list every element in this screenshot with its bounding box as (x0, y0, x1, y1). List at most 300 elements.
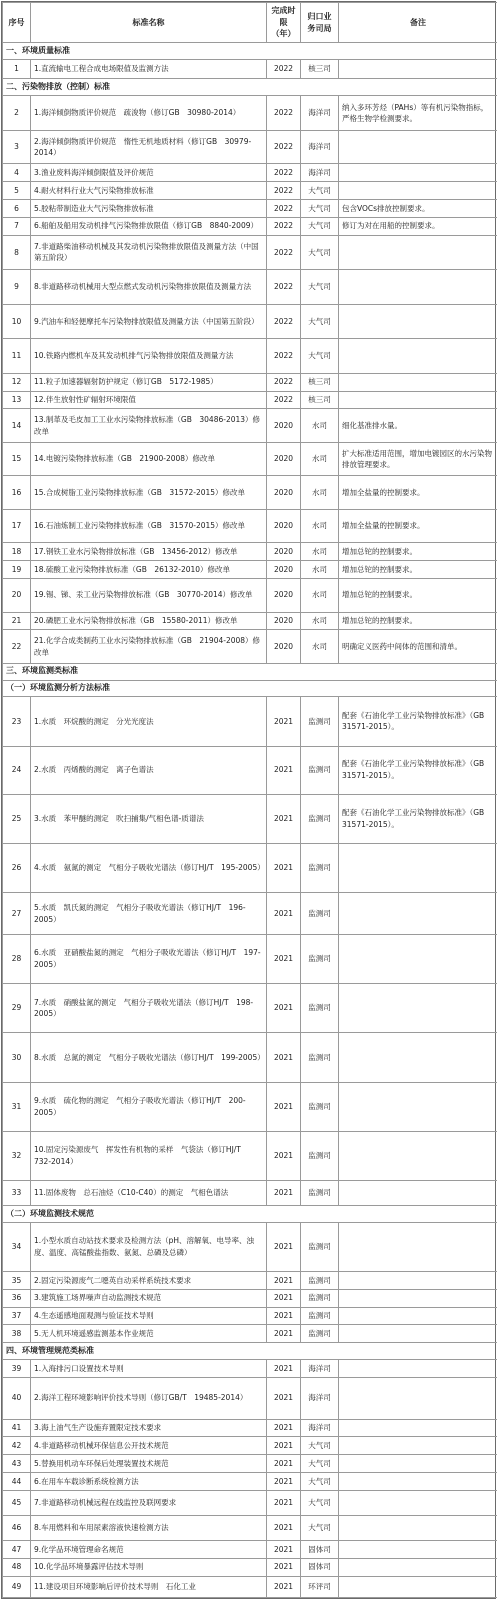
table-row (3, 509, 497, 543)
completion-year: 2022 (267, 373, 301, 391)
table-row (3, 1222, 497, 1271)
responsible-dept: 大气司 (301, 217, 339, 235)
row-note: 增加总铊的控制要求。 (339, 543, 497, 561)
completion-year: 2020 (267, 612, 301, 630)
table-row (3, 1272, 497, 1290)
completion-year: 2021 (267, 1180, 301, 1205)
row-note: 明确定义医药中间体的范围和清单。 (339, 630, 497, 664)
responsible-dept: 大气司 (301, 1515, 339, 1540)
section-row (3, 663, 497, 680)
responsible-dept: 水司 (301, 630, 339, 664)
section-title: 二、污染物排放（控制）标准 (3, 78, 497, 96)
completion-year: 2021 (267, 1576, 301, 1597)
header-note: 备注 (339, 3, 497, 43)
row-note (339, 1307, 497, 1325)
row-note (339, 59, 497, 78)
responsible-dept: 水司 (301, 543, 339, 561)
section-title: 三、环境监测类标准 (3, 663, 497, 680)
completion-year: 2021 (267, 1289, 301, 1307)
standard-name: 4.非道路移动机械环保信息公开技术规范 (31, 1437, 267, 1455)
responsible-dept: 大气司 (301, 304, 339, 339)
table-row (3, 893, 497, 935)
section-title: 一、环境质量标准 (3, 43, 497, 60)
row-note: 扩大标准适用范围，增加电镀园区的水污染物排放管理要求。 (339, 442, 497, 476)
completion-year: 2021 (267, 1437, 301, 1455)
section-row (3, 680, 497, 697)
row-note: 配套《石油化学工业污染物排放标准》（GB 31571-2015）。 (339, 794, 497, 843)
row-number: 35 (3, 1272, 31, 1290)
responsible-dept: 监测司 (301, 794, 339, 843)
standard-name: 10.固定污染源废气 挥发性有机物的采样 气袋法（修订HJ/T 732-2014） (31, 1131, 267, 1180)
row-note (339, 1419, 497, 1437)
completion-year: 2022 (267, 270, 301, 305)
table-row (3, 409, 497, 443)
completion-year: 2021 (267, 697, 301, 746)
row-note (339, 893, 497, 935)
responsible-dept: 海洋司 (301, 1377, 339, 1419)
responsible-dept: 固体司 (301, 1541, 339, 1559)
header-row (3, 3, 497, 43)
completion-year: 2022 (267, 391, 301, 409)
standards-table (2, 2, 497, 1598)
standard-name: 4.水质 氨氮的测定 气相分子吸收光谱法（修订HJ/T 195-2005） (31, 843, 267, 892)
row-number: 30 (3, 1033, 31, 1082)
row-number: 31 (3, 1082, 31, 1131)
header-no: 序号 (3, 3, 31, 43)
completion-year: 2022 (267, 130, 301, 164)
table-row (3, 843, 497, 892)
standard-name: 19.锡、锑、汞工业污染物排放标准（GB 30770-2014）修改单 (31, 579, 267, 613)
table-row (3, 217, 497, 235)
standard-name: 7.水质 硝酸盐氮的测定 气相分子吸收光谱法（修订HJ/T 198-2005） (31, 984, 267, 1033)
completion-year: 2022 (267, 182, 301, 200)
responsible-dept: 核三司 (301, 59, 339, 78)
responsible-dept: 水司 (301, 612, 339, 630)
row-note (339, 1272, 497, 1290)
table-row (3, 1082, 497, 1131)
row-number: 3 (3, 130, 31, 164)
table-row (3, 96, 497, 131)
table-row (3, 1359, 497, 1377)
completion-year: 2021 (267, 1541, 301, 1559)
responsible-dept: 大气司 (301, 1437, 339, 1455)
row-note (339, 1473, 497, 1491)
standard-name: 11.固体废物 总石油烃（C10-C40）的测定 气相色谱法 (31, 1180, 267, 1205)
responsible-dept: 监测司 (301, 1082, 339, 1131)
table-row (3, 1437, 497, 1455)
standard-name: 6.水质 亚硝酸盐氮的测定 气相分子吸收光谱法（修订HJ/T 197-2005） (31, 934, 267, 983)
responsible-dept: 水司 (301, 579, 339, 613)
completion-year: 2021 (267, 1325, 301, 1343)
table-row (3, 1033, 497, 1082)
responsible-dept: 监测司 (301, 746, 339, 794)
row-number: 7 (3, 217, 31, 235)
row-number: 43 (3, 1455, 31, 1473)
row-number: 44 (3, 1473, 31, 1491)
standard-name: 11.建设项目环境影响后评价技术导则 石化工业 (31, 1576, 267, 1597)
row-number: 9 (3, 270, 31, 305)
completion-year: 2021 (267, 1419, 301, 1437)
row-note (339, 1576, 497, 1597)
standard-name: 1.直流输电工程合成电场限值及监测方法 (31, 59, 267, 78)
row-note (339, 304, 497, 339)
standard-name: 3.渔业废料海洋倾倒限值及评价规范 (31, 164, 267, 182)
row-number: 49 (3, 1576, 31, 1597)
responsible-dept: 大气司 (301, 235, 339, 270)
responsible-dept: 核三司 (301, 391, 339, 409)
standard-name: 2.固定污染源废气二噁英自动采样系统技术要求 (31, 1272, 267, 1290)
table-row (3, 391, 497, 409)
row-note (339, 391, 497, 409)
row-note: 纳入多环芳烃（PAHs）等有机污染物指标，严格生物学检测要求。 (339, 96, 497, 131)
row-note (339, 1437, 497, 1455)
responsible-dept: 大气司 (301, 339, 339, 374)
table-row (3, 182, 497, 200)
row-note: 增加总铊的控制要求。 (339, 579, 497, 613)
row-number: 6 (3, 200, 31, 218)
row-number: 47 (3, 1541, 31, 1559)
table-row (3, 697, 497, 746)
table-row (3, 1289, 497, 1307)
responsible-dept: 海洋司 (301, 1419, 339, 1437)
responsible-dept: 监测司 (301, 1222, 339, 1271)
row-number: 4 (3, 164, 31, 182)
row-note (339, 1180, 497, 1205)
table-row (3, 1180, 497, 1205)
row-number: 16 (3, 476, 31, 510)
row-number: 40 (3, 1377, 31, 1419)
section-row (3, 1343, 497, 1360)
row-note (339, 164, 497, 182)
completion-year: 2021 (267, 1307, 301, 1325)
row-note (339, 1082, 497, 1131)
responsible-dept: 大气司 (301, 182, 339, 200)
standard-name: 7.非道路柴油移动机械及其发动机污染物排放限值及测量方法（中国第五阶段） (31, 235, 267, 270)
completion-year: 2020 (267, 543, 301, 561)
table-row (3, 561, 497, 579)
responsible-dept: 大气司 (301, 270, 339, 305)
table-row (3, 1325, 497, 1343)
table-row (3, 1419, 497, 1437)
completion-year: 2021 (267, 893, 301, 935)
row-number: 12 (3, 373, 31, 391)
standard-name: 2.海洋工程环境影响评价技术导则（修订GB/T 19485-2014） (31, 1377, 267, 1419)
section-row (3, 78, 497, 96)
row-number: 19 (3, 561, 31, 579)
standard-name: 21.化学合成类制药工业水污染物排放标准（GB 21904-2008）修改单 (31, 630, 267, 664)
table-row (3, 130, 497, 164)
row-note: 增加全盐量的控制要求。 (339, 476, 497, 510)
row-number: 37 (3, 1307, 31, 1325)
row-note: 增加总铊的控制要求。 (339, 561, 497, 579)
row-note (339, 843, 497, 892)
row-note (339, 182, 497, 200)
completion-year: 2020 (267, 442, 301, 476)
row-note (339, 934, 497, 983)
row-number: 17 (3, 509, 31, 543)
completion-year: 2021 (267, 1359, 301, 1377)
standard-name: 5.胶粘带制造业大气污染物排放标准 (31, 200, 267, 218)
responsible-dept: 监测司 (301, 1325, 339, 1343)
responsible-dept: 监测司 (301, 843, 339, 892)
table-row (3, 612, 497, 630)
responsible-dept: 水司 (301, 476, 339, 510)
completion-year: 2021 (267, 1377, 301, 1419)
completion-year: 2021 (267, 1473, 301, 1491)
row-number: 22 (3, 630, 31, 664)
responsible-dept: 监测司 (301, 697, 339, 746)
standard-name: 6.船舶及船用发动机排气污染物排放限值（修订GB 8840-2009） (31, 217, 267, 235)
table-row (3, 1473, 497, 1491)
standard-name: 7.非道路移动机械远程在线监控及联网要求 (31, 1490, 267, 1515)
standard-name: 18.硫酸工业污染物排放标准（GB 26132-2010）修改单 (31, 561, 267, 579)
table-row (3, 1541, 497, 1559)
header-name: 标准名称 (31, 3, 267, 43)
completion-year: 2021 (267, 1515, 301, 1540)
completion-year: 2022 (267, 164, 301, 182)
table-row (3, 339, 497, 374)
completion-year: 2021 (267, 746, 301, 794)
responsible-dept: 大气司 (301, 200, 339, 218)
table-row (3, 476, 497, 510)
table-row (3, 1455, 497, 1473)
row-number: 8 (3, 235, 31, 270)
row-number: 25 (3, 794, 31, 843)
table-row (3, 794, 497, 843)
row-note (339, 1558, 497, 1576)
completion-year: 2021 (267, 1082, 301, 1131)
row-note (339, 1222, 497, 1271)
standard-name: 11.粒子加速器辐射防护规定（修订GB 5172-1985） (31, 373, 267, 391)
responsible-dept: 水司 (301, 509, 339, 543)
table-row (3, 984, 497, 1033)
row-note: 包含VOCs排放控制要求。 (339, 200, 497, 218)
row-number: 45 (3, 1490, 31, 1515)
table-row (3, 1131, 497, 1180)
row-note (339, 1131, 497, 1180)
table-row (3, 934, 497, 983)
completion-year: 2021 (267, 934, 301, 983)
table-row (3, 1490, 497, 1515)
row-note (339, 1455, 497, 1473)
row-number: 39 (3, 1359, 31, 1377)
row-number: 34 (3, 1222, 31, 1271)
standard-name: 15.合成树脂工业污染物排放标准（GB 31572-2015）修改单 (31, 476, 267, 510)
table-row (3, 630, 497, 664)
row-note (339, 1289, 497, 1307)
completion-year: 2020 (267, 579, 301, 613)
responsible-dept: 海洋司 (301, 1359, 339, 1377)
row-note (339, 1325, 497, 1343)
row-number: 23 (3, 697, 31, 746)
responsible-dept: 监测司 (301, 1307, 339, 1325)
table-row (3, 1377, 497, 1419)
row-number: 46 (3, 1515, 31, 1540)
row-number: 21 (3, 612, 31, 630)
section-row (3, 43, 497, 60)
responsible-dept: 监测司 (301, 934, 339, 983)
row-number: 18 (3, 543, 31, 561)
row-note (339, 130, 497, 164)
table-row (3, 235, 497, 270)
table-row (3, 1576, 497, 1597)
table-row (3, 200, 497, 218)
row-number: 48 (3, 1558, 31, 1576)
standard-name: 17.钢铁工业水污染物排放标准（GB 13456-2012）修改单 (31, 543, 267, 561)
row-number: 2 (3, 96, 31, 131)
row-note (339, 1359, 497, 1377)
row-note: 增加总铊的控制要求。 (339, 612, 497, 630)
row-note: 细化基准排水量。 (339, 409, 497, 443)
standard-name: 1.水质 环烷酸的测定 分光光度法 (31, 697, 267, 746)
table-body (3, 43, 497, 1598)
standard-name: 2.海洋倾倒物质评价规范 惰性无机地质材料（修订GB 30979-2014） (31, 130, 267, 164)
row-number: 41 (3, 1419, 31, 1437)
table-row (3, 1515, 497, 1540)
completion-year: 2020 (267, 476, 301, 510)
completion-year: 2020 (267, 561, 301, 579)
row-note (339, 1377, 497, 1419)
section-title: （一）环境监测分析方法标准 (3, 680, 497, 697)
row-note (339, 373, 497, 391)
standard-name: 10.铁路内燃机车及其发动机排气污染物排放限值及测量方法 (31, 339, 267, 374)
completion-year: 2021 (267, 1222, 301, 1271)
row-number: 38 (3, 1325, 31, 1343)
table-row (3, 164, 497, 182)
standard-name: 2.水质 丙烯酸的测定 离子色谱法 (31, 746, 267, 794)
standard-name: 8.车用燃料和车用尿素溶液快速检测方法 (31, 1515, 267, 1540)
row-note: 修订为对在用船的控制要求。 (339, 217, 497, 235)
responsible-dept: 监测司 (301, 1131, 339, 1180)
standard-name: 1.入海排污口设置技术导则 (31, 1359, 267, 1377)
completion-year: 2022 (267, 59, 301, 78)
completion-year: 2020 (267, 630, 301, 664)
standard-name: 8.水质 总氮的测定 气相分子吸收光谱法（修订HJ/T 199-2005） (31, 1033, 267, 1082)
standard-name: 6.在用车车载诊断系统检测方法 (31, 1473, 267, 1491)
row-note (339, 235, 497, 270)
row-note (339, 270, 497, 305)
header-year: 完成时限（年） (267, 3, 301, 43)
section-title: 四、环境管理规范类标准 (3, 1343, 497, 1360)
responsible-dept: 监测司 (301, 1289, 339, 1307)
standard-name: 5.无人机环境遥感监测基本作业规范 (31, 1325, 267, 1343)
standard-name: 9.水质 硫化物的测定 气相分子吸收光谱法（修订HJ/T 200-2005） (31, 1082, 267, 1131)
row-number: 32 (3, 1131, 31, 1180)
standard-name: 3.水质 苯甲醚的测定 吹扫捕集/气相色谱-质谱法 (31, 794, 267, 843)
completion-year: 2021 (267, 1272, 301, 1290)
section-title: （二）环境监测技术规范 (3, 1206, 497, 1223)
row-number: 1 (3, 59, 31, 78)
row-number: 14 (3, 409, 31, 443)
table-row (3, 373, 497, 391)
responsible-dept: 监测司 (301, 1180, 339, 1205)
completion-year: 2020 (267, 509, 301, 543)
row-number: 33 (3, 1180, 31, 1205)
completion-year: 2021 (267, 1131, 301, 1180)
completion-year: 2021 (267, 1490, 301, 1515)
completion-year: 2022 (267, 304, 301, 339)
completion-year: 2022 (267, 217, 301, 235)
row-number: 20 (3, 579, 31, 613)
standard-name: 5.水质 凯氏氮的测定 气相分子吸收光谱法（修订HJ/T 196-2005） (31, 893, 267, 935)
completion-year: 2022 (267, 339, 301, 374)
standard-name: 8.非道路移动机械用大型点燃式发动机污染物排放限值及测量方法 (31, 270, 267, 305)
completion-year: 2022 (267, 200, 301, 218)
responsible-dept: 水司 (301, 442, 339, 476)
responsible-dept: 大气司 (301, 1490, 339, 1515)
responsible-dept: 监测司 (301, 984, 339, 1033)
row-note: 增加全盐量的控制要求。 (339, 509, 497, 543)
completion-year: 2022 (267, 96, 301, 131)
header-dept: 归口业务司局 (301, 3, 339, 43)
responsible-dept: 固体司 (301, 1558, 339, 1576)
row-number: 13 (3, 391, 31, 409)
table-row (3, 579, 497, 613)
standard-name: 14.电镀污染物排放标准（GB 21900-2008）修改单 (31, 442, 267, 476)
row-number: 10 (3, 304, 31, 339)
standard-name: 4.生态遥感地面观测与验证技术导则 (31, 1307, 267, 1325)
row-note (339, 1490, 497, 1515)
row-number: 28 (3, 934, 31, 983)
completion-year: 2021 (267, 1033, 301, 1082)
standard-name: 1.小型水质自动站技术要求及检测方法（pH、溶解氧、电导率、浊度、温度、高锰酸盐指数、氨氮、总磷及总磷） (31, 1222, 267, 1271)
row-note (339, 1541, 497, 1559)
standard-name: 12.伴生放射性矿辐射环境限值 (31, 391, 267, 409)
row-note (339, 1515, 497, 1540)
row-number: 15 (3, 442, 31, 476)
row-number: 26 (3, 843, 31, 892)
table-row (3, 270, 497, 305)
standard-name: 10.化学品环境暴露评估技术导则 (31, 1558, 267, 1576)
standard-name: 3.建筑施工场界噪声自动监测技术规范 (31, 1289, 267, 1307)
standard-name: 1.海洋倾倒物质评价规范 疏浚物（修订GB 30980-2014） (31, 96, 267, 131)
completion-year: 2021 (267, 794, 301, 843)
responsible-dept: 水司 (301, 561, 339, 579)
row-note (339, 339, 497, 374)
table-row (3, 746, 497, 794)
responsible-dept: 监测司 (301, 1272, 339, 1290)
standard-name: 4.耐火材料行业大气污染物排放标准 (31, 182, 267, 200)
responsible-dept: 核三司 (301, 373, 339, 391)
table-row (3, 304, 497, 339)
table-row (3, 442, 497, 476)
row-note (339, 1033, 497, 1082)
responsible-dept: 大气司 (301, 1473, 339, 1491)
responsible-dept: 海洋司 (301, 130, 339, 164)
table-row (3, 59, 497, 78)
table-row (3, 1307, 497, 1325)
standard-name: 13.制革及毛皮加工工业水污染物排放标准（GB 30486-2013）修改单 (31, 409, 267, 443)
standard-name: 16.石油炼制工业污染物排放标准（GB 31570-2015）修改单 (31, 509, 267, 543)
completion-year: 2020 (267, 409, 301, 443)
responsible-dept: 监测司 (301, 893, 339, 935)
table-row (3, 543, 497, 561)
standards-table-page (1, 1, 496, 1599)
completion-year: 2022 (267, 235, 301, 270)
responsible-dept: 海洋司 (301, 164, 339, 182)
row-number: 29 (3, 984, 31, 1033)
completion-year: 2021 (267, 1455, 301, 1473)
row-number: 42 (3, 1437, 31, 1455)
completion-year: 2021 (267, 843, 301, 892)
row-number: 5 (3, 182, 31, 200)
row-number: 27 (3, 893, 31, 935)
completion-year: 2021 (267, 1558, 301, 1576)
row-number: 24 (3, 746, 31, 794)
standard-name: 3.海上油气生产设施弃置限定技术要求 (31, 1419, 267, 1437)
section-row (3, 1206, 497, 1223)
responsible-dept: 水司 (301, 409, 339, 443)
